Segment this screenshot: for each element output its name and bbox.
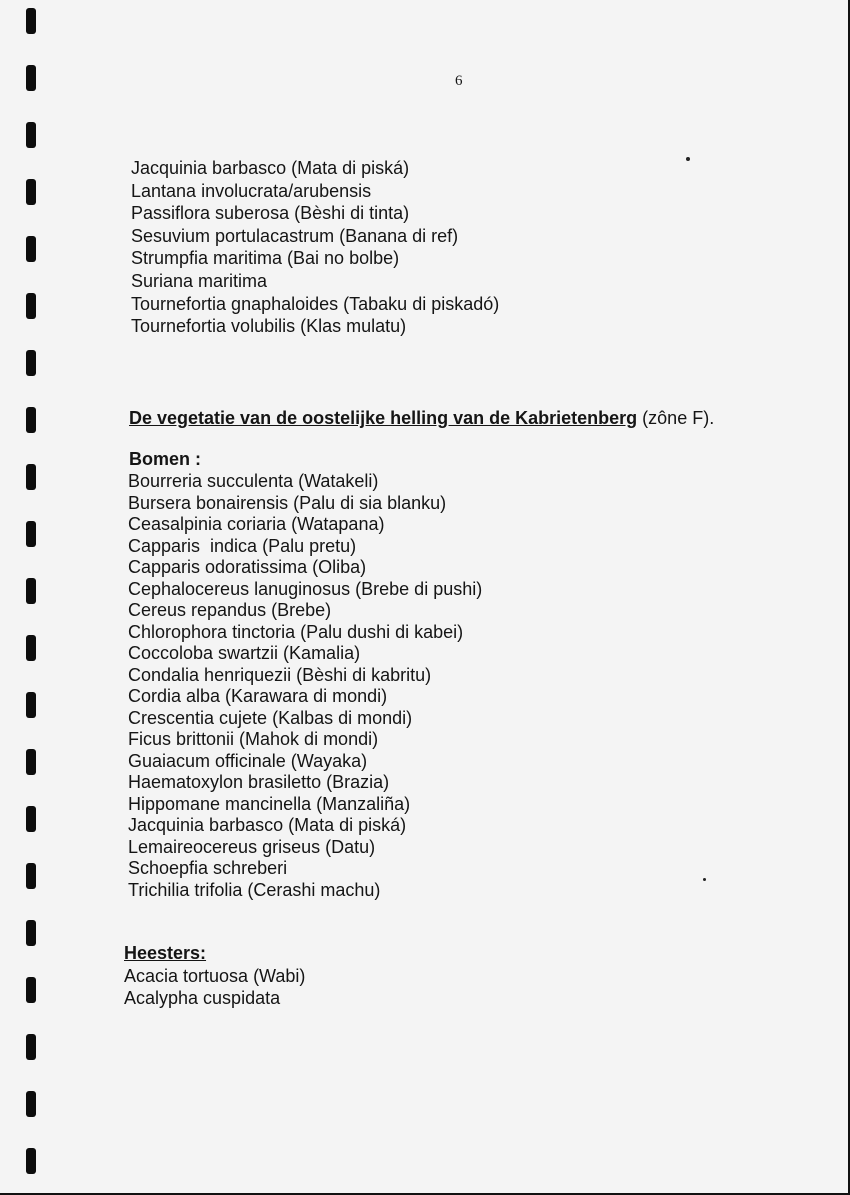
scan-speck xyxy=(703,878,706,881)
heesters-list xyxy=(124,965,305,1009)
list-item: Suriana maritima xyxy=(131,270,268,291)
list-item: Ficus brittonii (Mahok di mondi) xyxy=(128,729,379,749)
binding-hole xyxy=(26,863,36,889)
list-item: Tournefortia volubilis (Klas mulatu) xyxy=(131,316,407,337)
binding-hole xyxy=(26,8,36,34)
binding-hole xyxy=(26,749,36,775)
species-list-top xyxy=(131,157,499,338)
binding-hole xyxy=(26,407,36,433)
list-item: Capparis indica (Palu pretu) xyxy=(128,535,357,556)
list-item: Condalia henriquezii (Bèshi di kabritu) xyxy=(128,664,432,685)
binding-hole xyxy=(26,1034,36,1060)
list-item: Lantana involucrata/arubensis xyxy=(131,180,372,201)
list-item: Bourreria succulenta (Watakeli) xyxy=(128,471,379,491)
binding-hole xyxy=(26,464,36,490)
section-heading xyxy=(129,407,759,429)
binding-hole xyxy=(26,578,36,604)
scan-speck xyxy=(686,157,690,161)
binding-hole xyxy=(26,179,36,205)
list-item: Strumpfia maritima (Bai no bolbe) xyxy=(131,248,400,269)
list-item: Acalypha cuspidata xyxy=(124,988,281,1008)
list-item: Guaiacum officinale (Wayaka) xyxy=(128,750,368,771)
list-item: Cephalocereus lanuginosus (Brebe di pushi) xyxy=(128,578,483,599)
binding-hole xyxy=(26,977,36,1003)
binding-hole xyxy=(26,1091,36,1117)
list-item: Passiflora suberosa (Bèshi di tinta) xyxy=(131,203,410,224)
heesters-heading: Heesters: xyxy=(124,943,207,963)
list-item: Hippomane mancinella (Manzaliña) xyxy=(128,793,411,814)
binding-hole xyxy=(26,635,36,661)
binding-hole xyxy=(26,806,36,832)
list-item: Cereus repandus (Brebe) xyxy=(128,600,332,620)
list-item: Cordia alba (Karawara di mondi) xyxy=(128,686,388,706)
list-item: Capparis odoratissima (Oliba) xyxy=(128,557,367,577)
list-item: Coccoloba swartzii (Kamalia) xyxy=(128,643,361,663)
list-item: Trichilia trifolia (Cerashi machu) xyxy=(128,879,381,900)
binding-hole xyxy=(26,65,36,91)
list-item: Chlorophora tinctoria (Palu dushi di kabei) xyxy=(128,621,464,642)
list-item: Jacquinia barbasco (Mata di piská) xyxy=(128,815,407,835)
binding-hole xyxy=(26,521,36,547)
binding-hole xyxy=(26,1148,36,1174)
list-item: Schoepfia schreberi xyxy=(128,858,288,878)
list-item: Lemaireocereus griseus (Datu) xyxy=(128,836,376,857)
list-item: Acacia tortuosa (Wabi) xyxy=(124,966,306,986)
binding-hole xyxy=(26,350,36,376)
binding-hole xyxy=(26,920,36,946)
list-item: Crescentia cujete (Kalbas di mondi) xyxy=(128,707,413,728)
binding-hole xyxy=(26,236,36,262)
bomen-list xyxy=(128,471,482,901)
bomen-heading: Bomen : xyxy=(129,449,201,469)
list-item: Ceasalpinia coriaria (Watapana) xyxy=(128,514,385,534)
page-number: 6 xyxy=(455,73,463,89)
binding-hole xyxy=(26,122,36,148)
list-item: Tournefortia gnaphaloides (Tabaku di piskadó) xyxy=(131,293,500,314)
list-item: Bursera bonairensis (Palu di sia blanku) xyxy=(128,492,447,513)
section-heading-title: De vegetatie van de oostelijke helling van de Kabrietenberg xyxy=(129,408,638,428)
binding-hole xyxy=(26,692,36,718)
list-item: Haematoxylon brasiletto (Brazia) xyxy=(128,772,390,792)
binding-holes xyxy=(26,0,40,1195)
section-heading-suffix: (zône F). xyxy=(637,408,715,428)
binding-hole xyxy=(26,293,36,319)
list-item: Sesuvium portulacastrum (Banana di ref) xyxy=(131,225,459,246)
list-item: Jacquinia barbasco (Mata di piská) xyxy=(131,158,410,178)
